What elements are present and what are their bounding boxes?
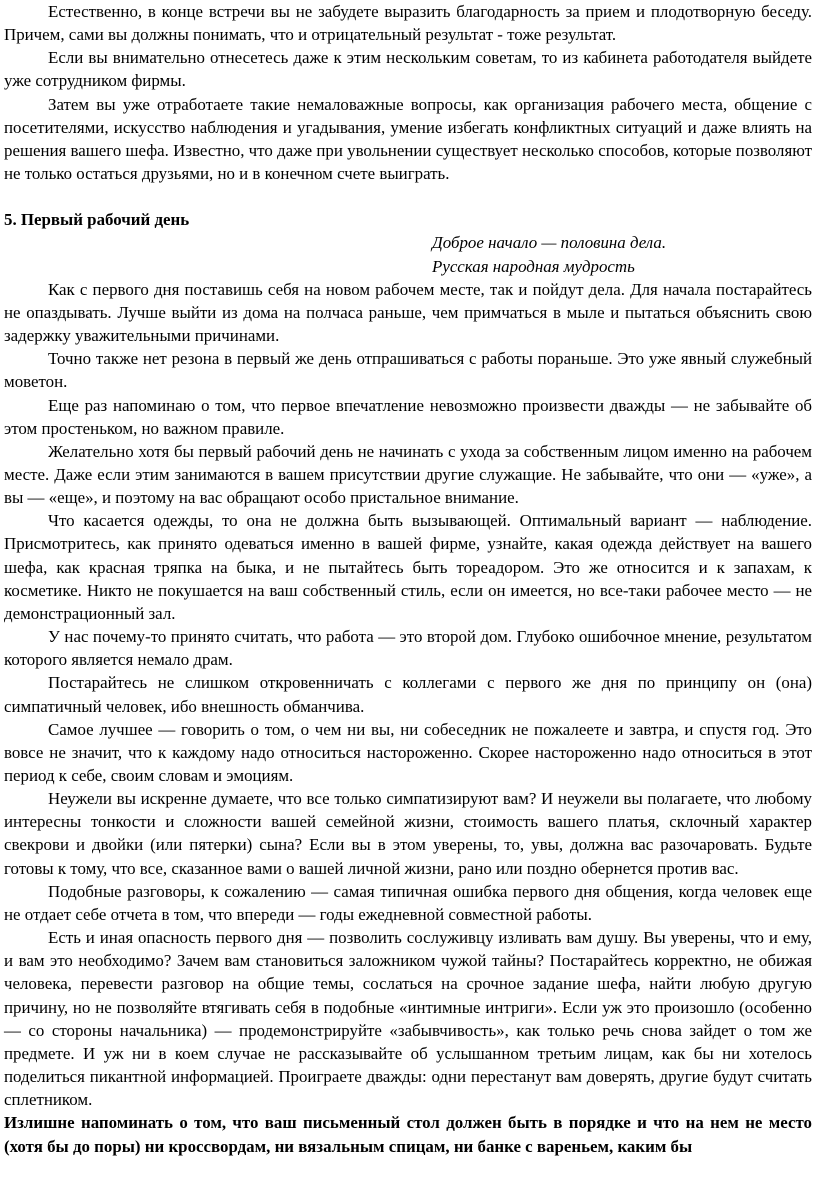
body-paragraph-9: Неужели вы искренне думаете, что все только симпатизируют вам? И неужели вы полагаете, что любому интересны тонкости и сложности вашей семейной жизни, стоимость вашего платья, склочный характер свекрови и двойки (или пятерки) сына? Если вы в этом уверены, то, увы, должна вас разочаровать. Будьте готовы к тому, что все, сказанное вами о вашей личной жизни, рано или поздно обернется против вас. xyxy=(4,789,812,878)
body-paragraph-6: У нас почему-то принято считать, что работа — это второй дом. Глубоко ошибочное мнение, результатом которого является немало драм. xyxy=(4,627,812,670)
body-paragraph-11: Есть и иная опасность первого дня — позволить сослуживцу изливать вам душу. Вы уверены, что и ему, и вам это необходимо? Зачем вам становиться заложником чужой тайны? Постарайтесь корректно, не обижая человека, перевести разговор на общие темы, сослаться на срочное задание шефа, найти любую другую причину, но не позволяйте втягивать себя в подобные «интимные интриги». Если уж это произошло (особенно — со стороны начальника) — продемонстрируйте «забывчивость», как только речь снова зайдет о том же предмете. И уж ни в коем случае не рассказывайте об услышанном третьим лицам, как бы ни хотелось поделиться пикантной информацией. Проиграете дважды: одни перестанут вам доверять, другие будут считать сплетником. xyxy=(4,928,812,1110)
body-paragraph-2: Точно также нет резона в первый же день отпрашиваться с работы пораньше. Это уже явный служебный моветон. xyxy=(4,349,812,392)
body-paragraph-3: Еще раз напоминаю о том, что первое впечатление невозможно произвести дважды — не забывайте об этом простеньком, но важном правиле. xyxy=(4,395,812,438)
body-paragraph-8: Самое лучшее — говорить о том, о чем ни вы, ни собеседник не пожалеете и завтра, и спустя год. Это вовсе не значит, что к каждому надо относиться настороженно. Скорее настороженно надо относиться в этот период к себе, своим словам и эмоциям. xyxy=(4,719,812,785)
body-paragraph-4: Желательно хотя бы первый рабочий день не начинать с ухода за собственным лицом именно на рабочем месте. Даже если этим занимаются в вашем присутствии другие служащие. Не забывайте, что они — «уже», а вы — «еще», и поэтому на вас обращают особо пристальное внимание. xyxy=(4,441,812,508)
epigraph xyxy=(4,231,812,277)
intro-paragraph-1: Естественно, в конце встречи вы не забудете выразить благодарность за прием и плодотворную беседу. Причем, сами вы должны понимать, что и отрицательный результат - тоже результат. xyxy=(4,2,812,45)
body-paragraph-5: Что касается одежды, то она не должна быть вызывающей. Оптимальный вариант — наблюдение. Присмотритесь, как принято одеваться именно в вашей фирме, узнайте, какая одежда действует на вашего шефа, как красная тряпка на быка, и не пытайтесь быть тореадором. Это же относится и к запахам, к косметике. Никто не покушается на ваш собственный стиль, если он имеется, но все-таки рабочее место — не демонстрационный зал. xyxy=(4,511,812,623)
body-paragraph-7: Постарайтесь не слишком откровенничать с коллегами с первого же дня по принципу он (она) симпатичный человек, ибо внешность обманчива. xyxy=(4,673,812,716)
intro-paragraph-3: Затем вы уже отработаете такие немаловажные вопросы, как организация рабочего места, общение с посетителями, искусство наблюдения и угадывания, умение избегать конфликтных ситуаций и даже влиять на решения вашего шефа. Известно, что даже при увольнении существует несколько способов, которые позволяют не только остаться друзьями, но и в конечном счете выиграть. xyxy=(4,94,812,184)
epigraph-quote: Доброе начало — половина дела. xyxy=(432,233,667,253)
epigraph-source: Русская народная мудрость xyxy=(432,256,635,276)
body-paragraph-10: Подобные разговоры, к сожалению — самая типичная ошибка первого дня общения, когда человек еще не отдает себе отчета в том, что впереди — годы ежедневной совместной работы. xyxy=(4,881,812,924)
section-heading: 5. Первый рабочий день xyxy=(4,210,190,230)
body-paragraph-1: Как с первого дня поставишь себя на новом рабочем месте, так и пойдут дела. Для начала постарайтесь не опаздывать. Лучше выйти из дома на полчаса раньше, чем примчаться в мыле и пытаться объяснить свою задержку уважительными причинами. xyxy=(4,279,812,346)
intro-paragraph-2: Если вы внимательно отнесетесь даже к этим нескольким советам, то из кабинета работодателя выйдете уже сотрудником фирмы. xyxy=(4,48,812,91)
bold-paragraph: Излишне напоминать о том, что ваш письменный стол должен быть в порядке и что на нем не место (хотя бы до поры) ни кроссвордам, ни вязальным спицам, ни банке с вареньем, каким бы xyxy=(4,1113,812,1156)
